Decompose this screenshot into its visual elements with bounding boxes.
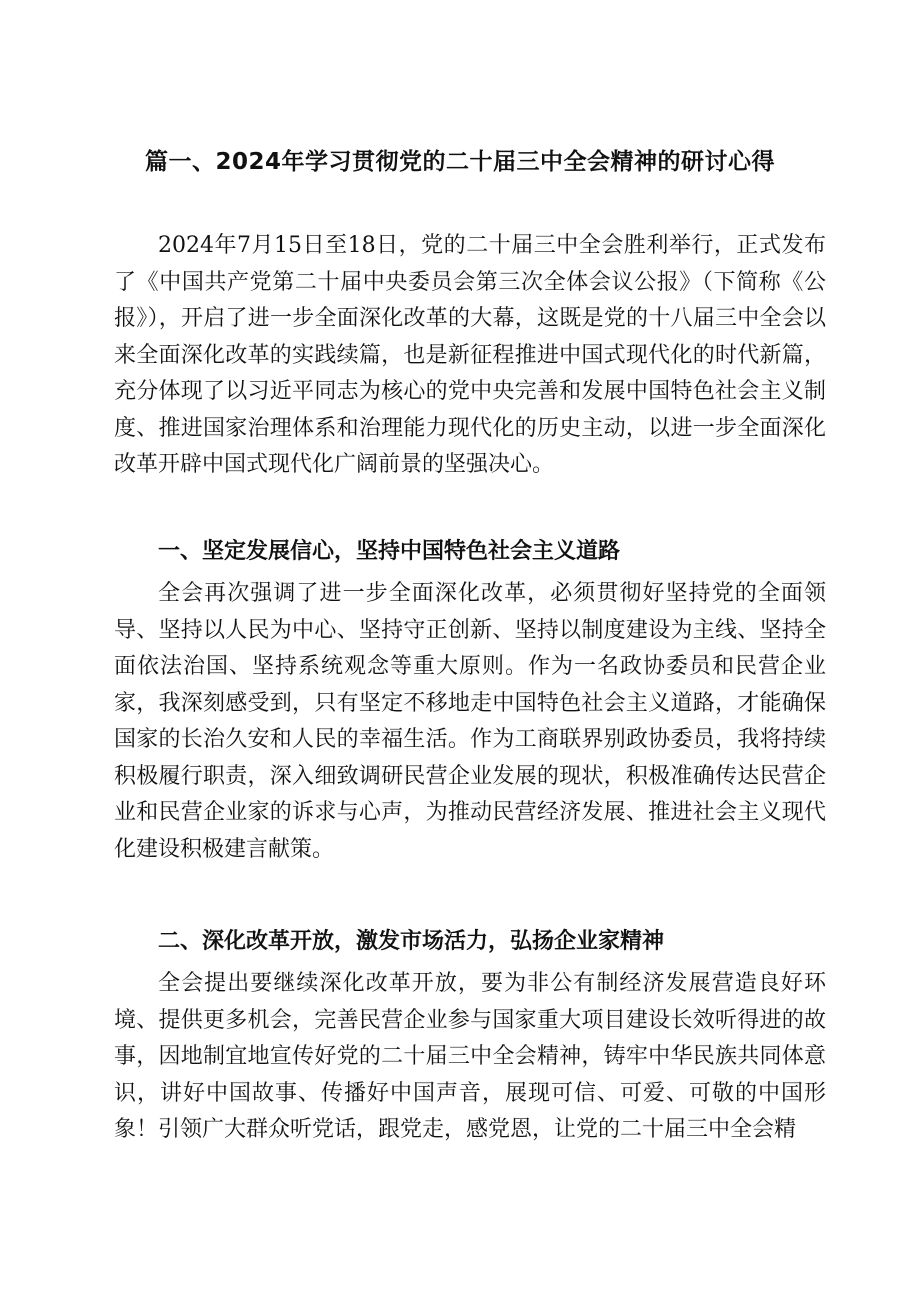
paragraph-intro: 2024年7月15日至18日，党的二十届三中全会胜利举行，正式发布了《中国共产党第二十届中央委员会第三次全体会议公报》（下简称《公报》），开启了进一步全面深化改革的大幕，这既是党的十八届三中全会以来全面深化改革的实践续篇，也是新征程推进中国式现代化的时代新篇，充分体现了以习近平同志为核心的党中央完善和发展中国特色社会主义制度、推进国家治理体系和治理能力现代化的历史主动，以进一步全面深化改革开辟中国式现代化广阔前景的坚强决心。: [114, 233, 826, 477]
document-title: 篇一、2024年学习贯彻党的二十届三中全会精神的研讨心得: [144, 149, 775, 175]
section-heading-1: 一、坚定发展信心，坚持中国特色社会主义道路: [158, 539, 621, 564]
section-heading-2: 二、深化改革开放，激发市场活力，弘扬企业家精神: [158, 929, 665, 954]
paragraph-section-1: 全会再次强调了进一步全面深化改革，必须贯彻好坚持党的全面领导、坚持以人民为中心、坚持守正创新、坚持以制度建设为主线、坚持全面依法治国、坚持系统观念等重大原则。作为一名政协委员和民营企业家，我深刻感受到，只有坚定不移地走中国特色社会主义道路，才能确保国家的长治久安和人民的幸福生活。作为工商联界别政协委员，我将持续积极履行职责，深入细致调研民营企业发展的现状，积极准确传达民营企业和民营企业家的诉求与心声，为推动民营经济发展、推进社会主义现代化建设积极建言献策。: [114, 581, 826, 862]
paragraph-section-2: 全会提出要继续深化改革开放，要为非公有制经济发展营造良好环境、提供更多机会，完善民营企业参与国家重大项目建设长效听得进的故事，因地制宜地宣传好党的二十届三中全会精神，铸牢中华民族共同体意识，讲好中国故事、传播好中国声音，展现可信、可爱、可敬的中国形象！引领广大群众听党话，跟党走，感党恩，让党的二十届三中全会精: [114, 971, 826, 1142]
